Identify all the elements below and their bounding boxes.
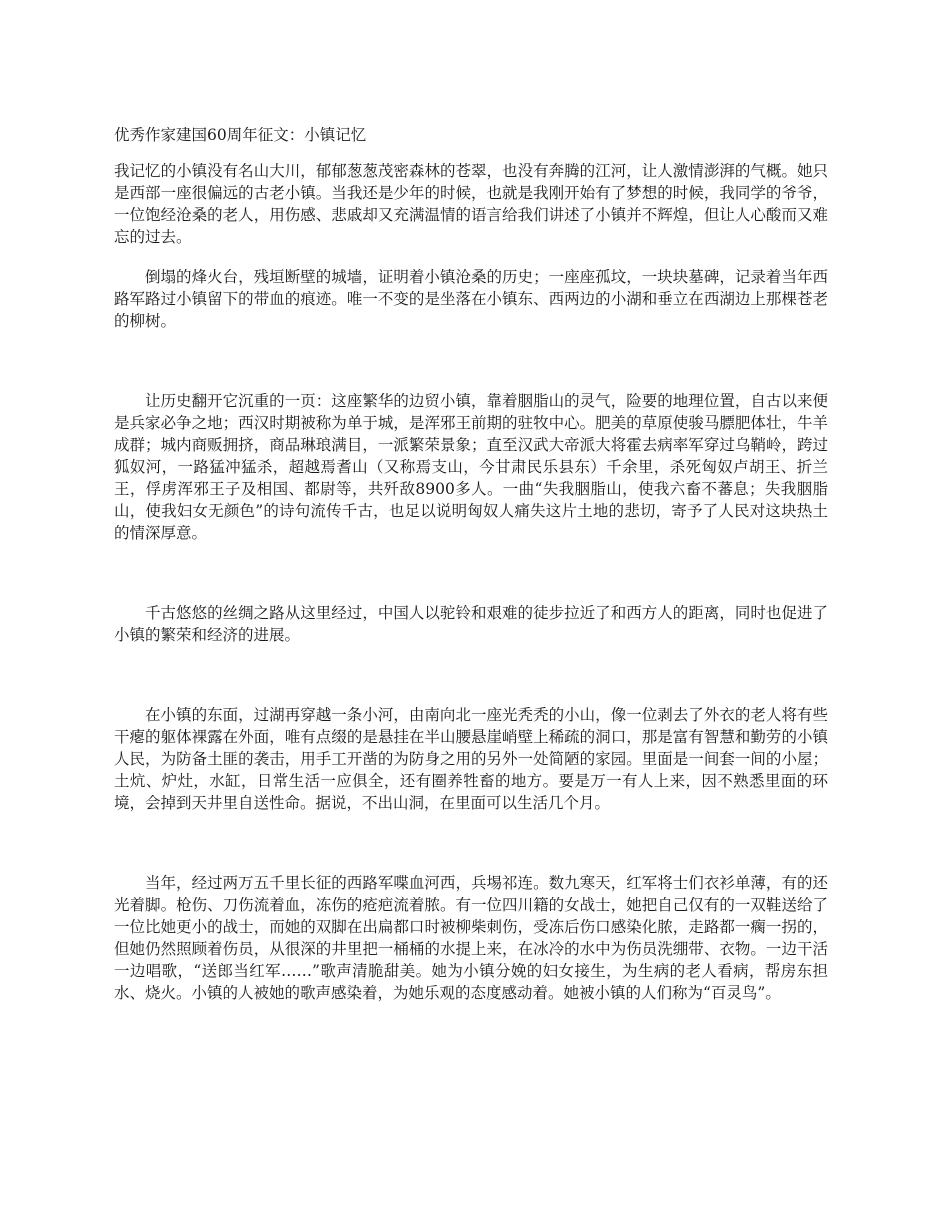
paragraph-5: 在小镇的东面，过湖再穿越一条小河，由南向北一座光秃秃的小山，像一位剥去了外衣的老人将有些干瘪的躯体裸露在外面，唯有点缀的是悬挂在半山腰悬崖峭壁上稀疏的洞口，那是富有智慧和勤劳的小镇人民，为防备土匪的袭击，用手工开凿的为防身之用的另外一处简陋的家园。里面是一间套一间的小屋；土炕、炉灶，水缸，日常生活一应俱全，还有圈养牲畜的地方。要是万一有人上来，因不熟悉里面的环境，会掉到天井里自送性命。据说，不出山洞，在里面可以生活几个月。	[114, 706, 828, 812]
paragraph-3: 让历史翻开它沉重的一页：这座繁华的边贸小镇，靠着胭脂山的灵气，险要的地理位置，自古以来便是兵家必争之地；西汉时期被称为单于城，是浑邪王前期的驻牧中心。肥美的草原使骏马膘肥体壮，牛羊成群；城内商贩拥挤，商品琳琅满目，一派繁荣景象；直至汉武大帝派大将霍去病率军穿过乌鞘岭，跨过狐奴河，一路猛冲猛杀，超越焉耆山（又称焉支山，今甘肃民乐县东）千余里，杀死匈奴卢胡王、折兰王，俘虏浑邪王子及相国、都尉等，共歼敌8900多人。一曲“失我胭脂山，使我六畜不蕃息；失我胭脂山，使我妇女无颜色”的诗句流传千古，也足以说明匈奴人痛失这片土地的悲切，寄予了人民对这块热土的情深厚意。	[114, 392, 828, 542]
paragraph-6: 当年，经过两万五千里长征的西路军喋血河西，兵埸祁连。数九寒天，红军将士们衣衫单薄，有的还光着脚。枪伤、刀伤流着血，冻伤的疮疤流着脓。有一位四川籍的女战士，她把自己仅有的一双鞋送给了一位比她更小的战士，而她的双脚在出扁都口时被柳柴刺伤，受冻后伤口感染化脓，走路都一瘸一拐的，但她仍然照顾着伤员，从很深的井里把一桶桶的水提上来，在冰冷的水中为伤员洗绷带、衣物。一边干活一边唱歌，“送郎当红军……”歌声清脆甜美。她为小镇分娩的妇女接生，为生病的老人看病，帮房东担水、烧火。小镇的人被她的歌声感染着，为她乐观的态度感动着。她被小镇的人们称为“百灵鸟”。	[114, 874, 828, 1002]
paragraph-2: 倒塌的烽火台，残垣断壁的城墙，证明着小镇沧桑的历史；一座座孤坟，一块块墓碑，记录着当年西路军路过小镇留下的带血的痕迹。唯一不变的是坐落在小镇东、西两边的小湖和垂立在西湖边上那棵苍老的柳树。	[114, 268, 828, 330]
document-title: 优秀作家建国60周年征文：小镇记忆	[114, 126, 367, 144]
paragraph-1: 我记忆的小镇没有名山大川，郁郁葱葱茂密森林的苍翠，也没有奔腾的江河，让人激情澎湃的气概。她只是西部一座很偏远的古老小镇。当我还是少年的时候，也就是我刚开始有了梦想的时候，我同学的爷爷，一位饱经沧桑的老人，用伤感、悲戚却又充满温情的语言给我们讲述了小镇并不辉煌，但让人心酸而又难忘的过去。	[114, 162, 828, 246]
paragraph-4: 千古悠悠的丝绸之路从这里经过，中国人以驼铃和艰难的徒步拉近了和西方人的距离，同时也促进了小镇的繁荣和经济的进展。	[114, 604, 828, 644]
document-page	[114, 124, 828, 1004]
